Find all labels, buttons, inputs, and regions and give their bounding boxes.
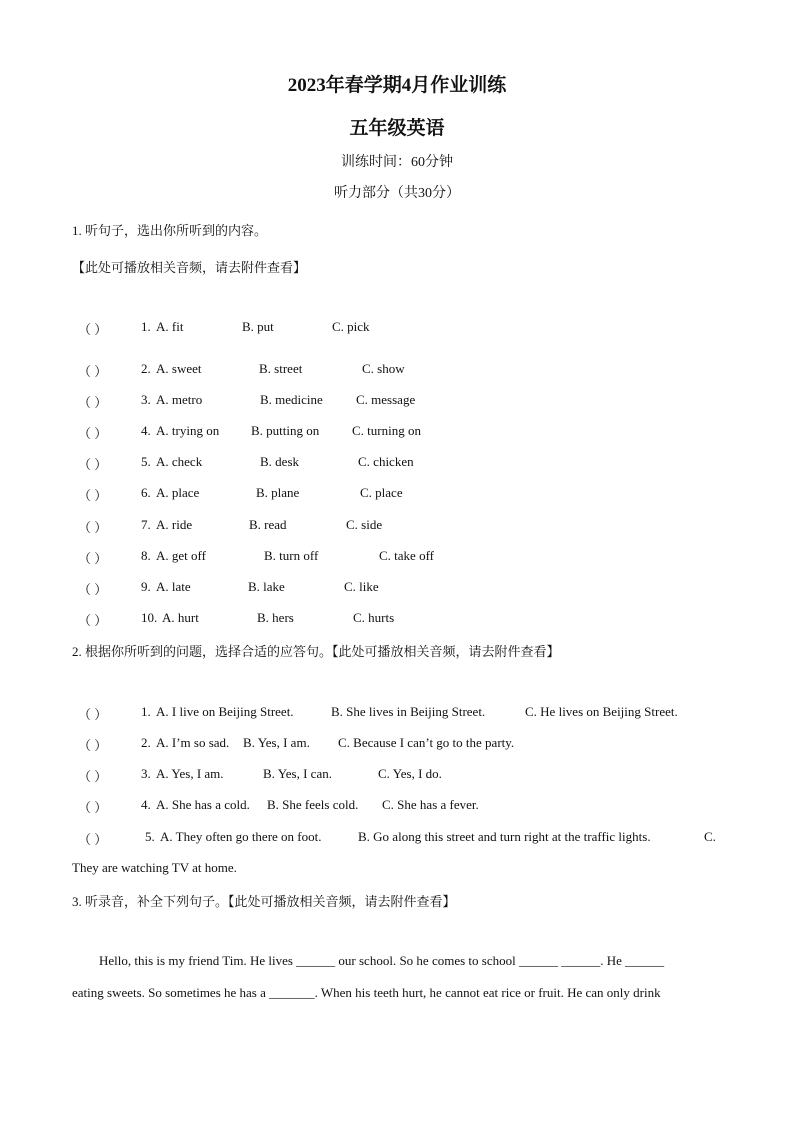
option-a: A. sweet: [156, 361, 202, 376]
option-b: B. lake: [248, 579, 285, 594]
option-c: C. Because I can’t go to the party.: [338, 735, 515, 750]
item-number: 6.: [141, 485, 151, 500]
option-a: A. check: [156, 454, 203, 469]
option-b: B. turn off: [264, 548, 319, 563]
item-number: 10.: [141, 610, 158, 625]
option-a: A. They often go there on foot.: [160, 829, 322, 844]
option-a: A. ride: [156, 517, 193, 532]
option-b: B. street: [259, 361, 303, 376]
item-number: 8.: [141, 548, 151, 563]
answer-paren[interactable]: （ ）: [78, 613, 108, 628]
item-number: 4.: [141, 797, 151, 812]
option-c-continuation: They are watching TV at home.: [72, 860, 237, 875]
answer-paren[interactable]: （ ）: [78, 395, 108, 410]
option-a: A. place: [156, 485, 200, 500]
q3-instruction: 3. 听录音，补全下列句子。【此处可播放相关音频，请去附件查看】: [72, 894, 456, 909]
answer-paren[interactable]: （ ）: [78, 322, 108, 337]
answer-paren[interactable]: （ ）: [78, 426, 108, 441]
option-a: A. I live on Beijing Street.: [156, 704, 294, 719]
option-a: A. I’m so sad.: [156, 735, 230, 750]
item-number: 3.: [141, 392, 151, 407]
answer-paren[interactable]: （ ）: [78, 364, 108, 379]
page-subtitle: 五年级英语: [349, 118, 445, 139]
q3-paragraph-line-1: Hello, this is my friend Tim. He lives ______ our school. So he comes to school ______ ______. He ______: [99, 953, 665, 968]
q3-paragraph-line-2: eating sweets. So sometimes he has a _______. When his teeth hurt, he cannot eat rice or fruit. He can only drink: [72, 985, 661, 1000]
option-c: C. He lives on Beijing Street.: [525, 704, 678, 719]
option-b: B. She lives in Beijing Street.: [331, 704, 486, 719]
item-number: 2.: [141, 735, 151, 750]
option-a: A. trying on: [156, 423, 220, 438]
option-a: A. hurt: [162, 610, 199, 625]
section-heading: 听力部分（共30分）: [334, 186, 460, 201]
answer-paren[interactable]: （ ）: [78, 707, 108, 722]
q2-instruction: 2. 根据你所听到的问题，选择合适的应答句。【此处可播放相关音频，请去附件查看】: [72, 644, 560, 659]
option-c: C. message: [356, 392, 416, 407]
option-c: C. show: [362, 361, 405, 376]
option-b: B. put: [242, 319, 274, 334]
option-c: C. side: [346, 517, 383, 532]
item-number: 4.: [141, 423, 151, 438]
answer-paren[interactable]: （ ）: [78, 582, 108, 597]
option-a: A. metro: [156, 392, 203, 407]
option-c: C. hurts: [353, 610, 395, 625]
option-c: C. chicken: [358, 454, 414, 469]
item-number: 9.: [141, 579, 151, 594]
answer-paren[interactable]: （ ）: [78, 800, 108, 815]
option-a: A. She has a cold.: [156, 797, 250, 812]
answer-paren[interactable]: （ ）: [78, 488, 108, 503]
option-b: B. medicine: [260, 392, 323, 407]
option-c: C. place: [360, 485, 403, 500]
answer-paren[interactable]: （ ）: [78, 832, 108, 847]
option-c: C. take off: [379, 548, 434, 563]
option-b: B. Yes, I can.: [263, 766, 332, 781]
item-number: 5.: [141, 454, 151, 469]
option-b: B. Yes, I am.: [243, 735, 310, 750]
option-c: C. Yes, I do.: [378, 766, 442, 781]
option-b: B. putting on: [251, 423, 320, 438]
q1-instruction: 1. 听句子，选出你所听到的内容。: [72, 223, 268, 238]
option-a: A. Yes, I am.: [156, 766, 224, 781]
option-a: A. fit: [156, 319, 184, 334]
option-a: A. get off: [156, 548, 206, 563]
option-b: B. desk: [260, 454, 299, 469]
option-b: B. hers: [257, 610, 294, 625]
page-title: 2023年春学期4月作业训练: [287, 75, 507, 96]
option-c: C. turning on: [352, 423, 421, 438]
answer-paren[interactable]: （ ）: [78, 457, 108, 472]
option-c: C. like: [344, 579, 379, 594]
item-number: 1.: [141, 319, 151, 334]
option-b: B. Go along this street and turn right at the traffic lights.: [358, 829, 651, 844]
answer-paren[interactable]: （ ）: [78, 520, 108, 535]
option-a: A. late: [156, 579, 191, 594]
option-c: C.: [704, 829, 716, 844]
item-number: 5.: [145, 829, 155, 844]
answer-paren[interactable]: （ ）: [78, 738, 108, 753]
exam-time: 训练时间：60分钟: [341, 155, 453, 170]
item-number: 7.: [141, 517, 151, 532]
option-c: C. She has a fever.: [382, 797, 479, 812]
item-number: 2.: [141, 361, 151, 376]
item-number: 3.: [141, 766, 151, 781]
q1-audio-note: 【此处可播放相关音频，请去附件查看】: [72, 260, 307, 275]
option-b: B. read: [249, 517, 287, 532]
answer-paren[interactable]: （ ）: [78, 551, 108, 566]
option-c: C. pick: [332, 319, 370, 334]
answer-paren[interactable]: （ ）: [78, 769, 108, 784]
item-number: 1.: [141, 704, 151, 719]
option-b: B. plane: [256, 485, 300, 500]
option-b: B. She feels cold.: [267, 797, 359, 812]
